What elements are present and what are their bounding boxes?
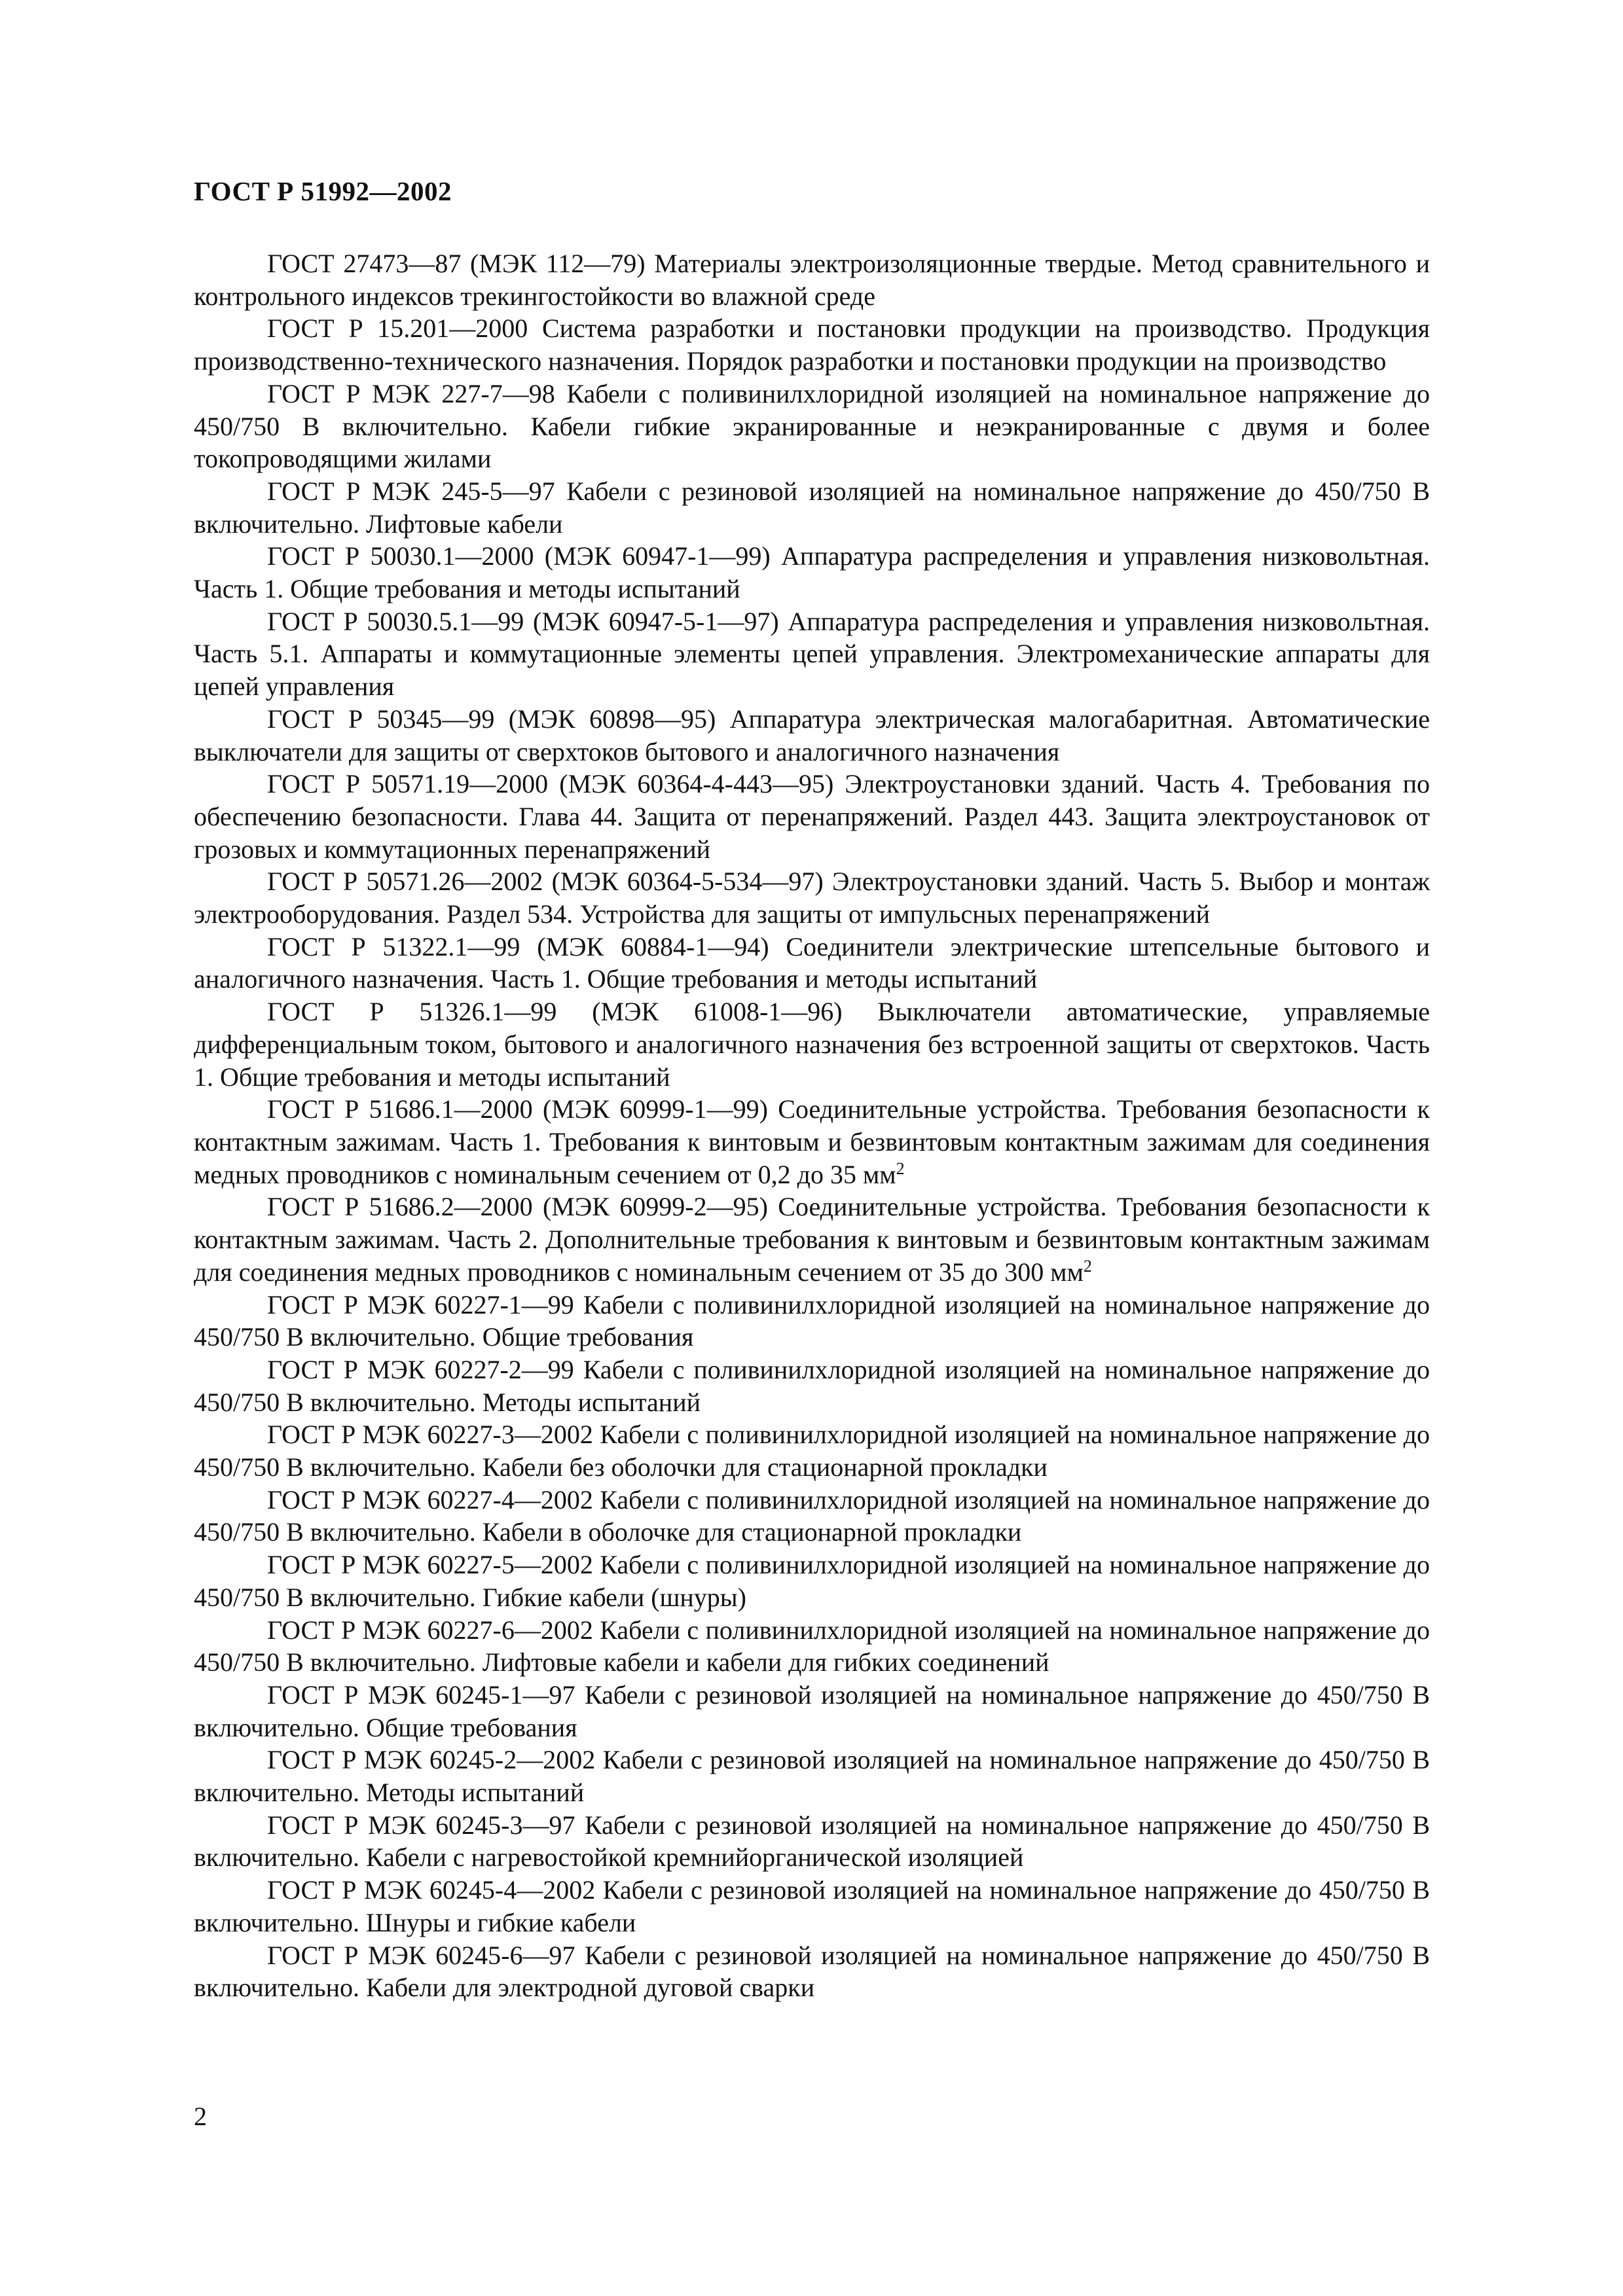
reference-text: ГОСТ Р 51686.1—2000 (МЭК 60999-1—99) Соединительные устройства. Требования безопасности к контактным зажимам. Часть 1. Требования к винтовым и безвинтовым контактным зажимам для соединения медных проводников с номинальным сечением от 0,2 до 35 мм (194, 1094, 1430, 1189)
reference-entry (194, 1939, 1430, 2004)
reference-text: ГОСТ Р 51322.1—99 (МЭК 60884-1—94) Соединители электрические штепсельные бытового и аналогичного назначения. Часть 1. Общие требования и методы испытаний (194, 931, 1430, 994)
reference-entry (194, 475, 1430, 540)
reference-text: ГОСТ Р МЭК 60227-6—2002 Кабели с поливинилхлоридной изоляцией на номинальное напряжение до 450/750 В включительно. Лифтовые кабели и кабели для гибких соединений (194, 1615, 1430, 1677)
reference-entry (194, 1809, 1430, 1874)
reference-text: ГОСТ Р МЭК 60245-6—97 Кабели с резиновой изоляцией на номинальное напряжение до 450/750 В включительно. Кабели для электродной дуговой сварки (194, 1940, 1430, 2003)
page-number: 2 (194, 2102, 207, 2131)
reference-text: ГОСТ Р МЭК 227-7—98 Кабели с поливинилхлоридной изоляцией на номинальное напряжение до 450/750 В включительно. Кабели гибкие экранированные и неэкранированные с двумя и более токопроводящими жилами (194, 378, 1430, 474)
reference-text: ГОСТ 27473—87 (МЭК 112—79) Материалы электроизоляционные твердые. Метод сравнительного и контрольного индексов трекингостойкости во влажной среде (194, 249, 1430, 311)
reference-entry (194, 605, 1430, 703)
reference-entry (194, 540, 1430, 605)
reference-entry (194, 312, 1430, 377)
reference-text: ГОСТ Р 50030.5.1—99 (МЭК 60947-5-1—97) Аппаратура распределения и управления низковольтная. Часть 5.1. Аппараты и коммутационные элементы цепей управления. Электромеханические аппараты для цепей управления (194, 606, 1430, 702)
reference-entry (194, 1874, 1430, 1939)
reference-entry (194, 1354, 1430, 1418)
reference-text: ГОСТ Р МЭК 60227-3—2002 Кабели с поливинилхлоридной изоляцией на номинальное напряжение до 450/750 В включительно. Кабели без оболочки для стационарной прокладки (194, 1420, 1430, 1482)
reference-text: ГОСТ Р 51686.2—2000 (МЭК 60999-2—95) Соединительные устройства. Требования безопасности к контактным зажимам. Часть 2. Дополнительные требования к винтовым и безвинтовым контактным зажимам для соединения медных проводников с номинальным сечением от 35 до 300 мм (194, 1192, 1430, 1287)
document-header: ГОСТ Р 51992—2002 (194, 176, 452, 206)
normative-references-list (194, 247, 1430, 2004)
reference-entry (194, 1191, 1430, 1288)
superscript: 2 (1083, 1256, 1092, 1276)
superscript: 2 (896, 1158, 905, 1178)
reference-entry (194, 1093, 1430, 1191)
reference-text: ГОСТ Р 50571.26—2002 (МЭК 60364-5-534—97) Электроустановки зданий. Часть 5. Выбор и монтаж электрооборудования. Раздел 534. Устройства для защиты от импульсных перенапряжений (194, 867, 1430, 929)
reference-text: ГОСТ Р МЭК 60227-1—99 Кабели с поливинилхлоридной изоляцией на номинальное напряжение до 450/750 В включительно. Общие требования (194, 1289, 1430, 1352)
reference-text: ГОСТ Р МЭК 60227-2—99 Кабели с поливинилхлоридной изоляцией на номинальное напряжение до 450/750 В включительно. Методы испытаний (194, 1354, 1430, 1417)
reference-text: ГОСТ Р 50345—99 (МЭК 60898—95) Аппаратура электрическая малогабаритная. Автоматические выключатели для защиты от сверхтоков бытового и аналогичного назначения (194, 704, 1430, 766)
reference-text: ГОСТ Р МЭК 60245-2—2002 Кабели с резиновой изоляцией на номинальное напряжение до 450/750 В включительно. Методы испытаний (194, 1745, 1430, 1808)
reference-text: ГОСТ Р МЭК 245-5—97 Кабели с резиновой изоляцией на номинальное напряжение до 450/750 В включительно. Лифтовые кабели (194, 476, 1430, 539)
reference-text: ГОСТ Р 51326.1—99 (МЭК 61008-1—96) Выключатели автоматические, управляемые дифференциальным током, бытового и аналогичного назначения без встроенной защиты от сверхтоков. Часть 1. Общие требования и методы испытаний (194, 997, 1430, 1092)
reference-entry (194, 1744, 1430, 1808)
reference-entry (194, 703, 1430, 768)
reference-entry (194, 247, 1430, 312)
reference-entry (194, 1484, 1430, 1549)
reference-entry (194, 931, 1430, 996)
reference-entry (194, 1549, 1430, 1613)
reference-text: ГОСТ Р МЭК 60245-1—97 Кабели с резиновой изоляцией на номинальное напряжение до 450/750 В включительно. Общие требования (194, 1679, 1430, 1742)
reference-entry (194, 378, 1430, 475)
reference-entry (194, 1614, 1430, 1679)
reference-text: ГОСТ Р МЭК 60245-4—2002 Кабели с резиновой изоляцией на номинальное напряжение до 450/750 В включительно. Шнуры и гибкие кабели (194, 1875, 1430, 1937)
reference-entry (194, 768, 1430, 865)
reference-text: ГОСТ Р МЭК 60245-3—97 Кабели с резиновой изоляцией на номинальное напряжение до 450/750 В включительно. Кабели с нагревостойкой кремнийорганической изоляцией (194, 1810, 1430, 1873)
reference-text: ГОСТ Р 50030.1—2000 (МЭК 60947-1—99) Аппаратура распределения и управления низковольтная. Часть 1. Общие требования и методы испытаний (194, 541, 1430, 604)
reference-text: ГОСТ Р МЭК 60227-5—2002 Кабели с поливинилхлоридной изоляцией на номинальное напряжение до 450/750 В включительно. Гибкие кабели (шнуры) (194, 1550, 1430, 1612)
reference-text: ГОСТ Р МЭК 60227-4—2002 Кабели с поливинилхлоридной изоляцией на номинальное напряжение до 450/750 В включительно. Кабели в оболочке для стационарной прокладки (194, 1484, 1430, 1547)
reference-entry (194, 1679, 1430, 1744)
reference-text: ГОСТ Р 15.201—2000 Система разработки и постановки продукции на производство. Продукция производственно-технического назначения. Порядок разработки и постановки продукции на производство (194, 314, 1430, 376)
reference-text: ГОСТ Р 50571.19—2000 (МЭК 60364-4-443—95) Электроустановки зданий. Часть 4. Требования по обеспечению безопасности. Глава 44. Защита от перенапряжений. Раздел 443. Защита электроустановок от грозовых и коммутационных перенапряжений (194, 769, 1430, 864)
reference-entry (194, 1289, 1430, 1354)
reference-entry (194, 865, 1430, 930)
reference-entry (194, 996, 1430, 1093)
reference-entry (194, 1418, 1430, 1483)
